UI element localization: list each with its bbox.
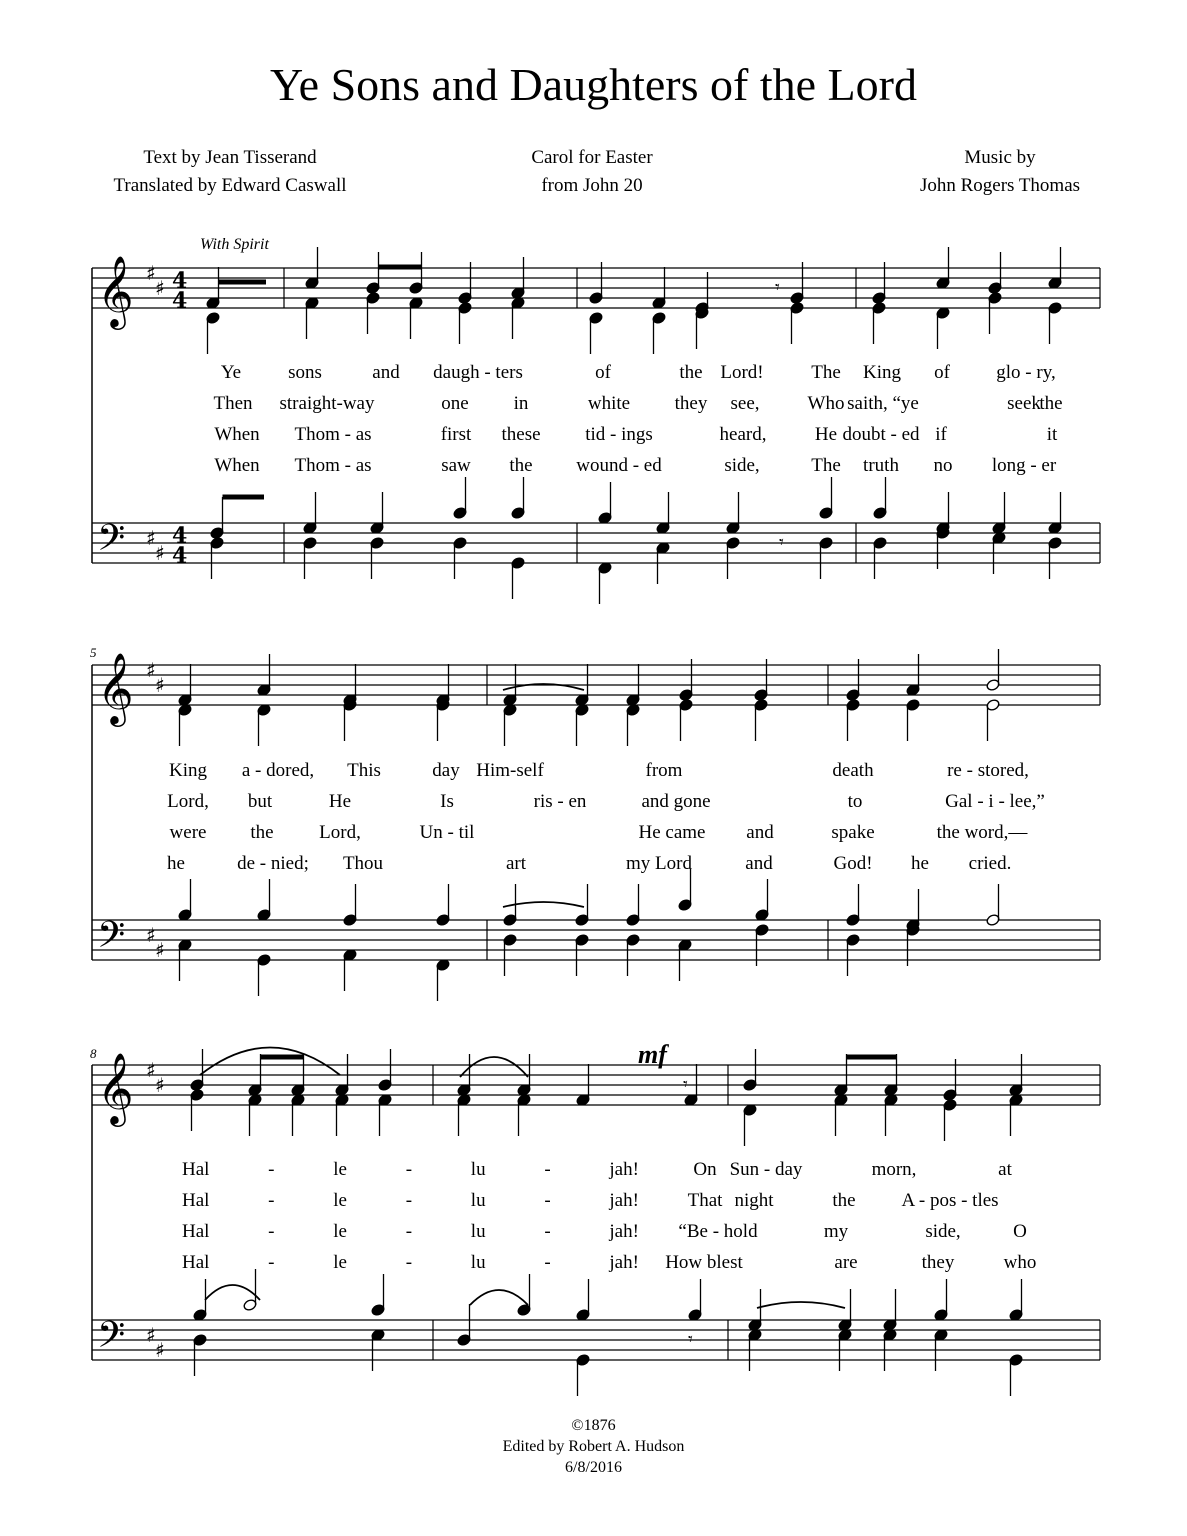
lyric-syllable: of (934, 362, 950, 383)
time-signature-denominator: 4 (172, 288, 188, 314)
lyric-syllable: the (250, 822, 274, 843)
lyric-syllable: Lord, (319, 822, 361, 843)
verse-4-row (0, 853, 1187, 884)
sharp-icon: ♯ (146, 658, 156, 682)
lyrics-system-2 (0, 760, 1187, 884)
bass-clef-icon: 𝄢 (97, 517, 126, 568)
lyric-syllable: On (693, 1159, 717, 1180)
lyric-syllable: This (347, 760, 381, 781)
verse-2-row (0, 791, 1187, 822)
sharp-icon: ♯ (146, 1058, 156, 1082)
footer (0, 1415, 1187, 1478)
lyric-syllable: if (935, 424, 947, 445)
lyric-syllable: the (679, 362, 703, 383)
music-label: Music by (964, 147, 1036, 168)
lyric-syllable: The (811, 362, 841, 383)
eighth-rest-icon: 𝄾 (683, 1074, 688, 1095)
tempo-marking: With Spirit (200, 236, 269, 253)
composer: John Rogers Thomas (919, 175, 1081, 196)
lyric-syllable: Him-self (476, 760, 544, 781)
lyric-syllable: When (214, 455, 260, 476)
lyric-syllable: The (811, 455, 841, 476)
lyric-syllable: a - dored, (241, 760, 315, 781)
lyric-syllable: of (595, 362, 611, 383)
lyric-syllable: long - er (991, 455, 1057, 476)
lyric-syllable: Gal - i - lee,” (945, 791, 1045, 812)
verse-2-row (0, 1190, 1187, 1221)
lyric-syllable: to (847, 791, 863, 812)
lyric-syllable: day (432, 760, 460, 781)
lyric-syllable: King (863, 362, 901, 383)
lyric-syllable: Who (807, 393, 845, 414)
time-signature-numerator: 4 (172, 268, 188, 294)
lyric-syllable: saith, “ye (847, 393, 919, 414)
lyric-syllable: Hal - le - lu - jah! (182, 1221, 639, 1242)
slur (470, 1290, 528, 1305)
translator: Translated by Edward Caswall (113, 175, 347, 196)
lyric-syllable: spake (831, 822, 875, 843)
lyric-syllable: Lord, (167, 791, 209, 812)
lyric-syllable: but (247, 791, 273, 812)
lyric-syllable: “Be - hold (678, 1221, 758, 1242)
page-title: Ye Sons and Daughters of the Lord (270, 59, 917, 110)
sharp-icon: ♯ (155, 1338, 165, 1362)
lyric-syllable: and gone (641, 791, 711, 812)
text-author: Text by Jean Tisserand (143, 147, 317, 168)
lyric-syllable: it (1046, 424, 1058, 445)
lyric-syllable: are (834, 1252, 858, 1273)
lyric-syllable: heard, (719, 424, 767, 445)
sharp-icon: ♯ (146, 1323, 156, 1347)
treble-clef-icon: 𝄞 (97, 1051, 134, 1124)
sharp-icon: ♯ (146, 923, 156, 947)
lyric-syllable: side, (724, 455, 760, 476)
lyric-syllable: saw (441, 455, 471, 476)
lyric-syllable: He (328, 791, 352, 812)
bass-clef-icon: 𝄢 (97, 1314, 126, 1365)
treble-clef-icon: 𝄞 (97, 651, 134, 724)
lyric-syllable: daugh - ters (433, 362, 523, 383)
lyric-syllable: these (501, 424, 541, 445)
verse-3-row (0, 1221, 1187, 1252)
edit-date: 6/8/2016 (565, 1459, 622, 1476)
scripture-source: from John 20 (541, 175, 643, 196)
lyric-syllable: they (674, 393, 708, 414)
measure-number-8: 8 (90, 1046, 97, 1061)
lyric-syllable: ris - en (533, 791, 587, 812)
lyric-syllable: re - stored, (947, 760, 1029, 781)
lyric-syllable: death (832, 760, 874, 781)
sharp-icon: ♯ (155, 541, 165, 565)
lyric-syllable: from (645, 760, 683, 781)
lyric-syllable: Ye (220, 362, 242, 383)
lyric-syllable: and (746, 822, 774, 843)
verse-3-row (0, 822, 1187, 853)
verse-2-row (0, 393, 1187, 424)
lyric-syllable: straight-way (279, 393, 375, 414)
bass-clef-icon: 𝄢 (97, 914, 126, 965)
lyric-syllable: That (687, 1190, 723, 1211)
dynamic-marking: mf (638, 1040, 667, 1069)
lyric-syllable: tid - ings (585, 424, 653, 445)
tie (757, 1302, 845, 1308)
lyric-syllable: he (167, 853, 185, 874)
eighth-rest-icon: 𝄾 (775, 277, 780, 298)
lyric-syllable: night (734, 1190, 774, 1211)
sharp-icon: ♯ (146, 526, 156, 550)
lyric-syllable: side, (925, 1221, 961, 1242)
lyric-syllable: Lord! (720, 362, 764, 383)
lyric-syllable: art (505, 853, 527, 874)
editor: Edited by Robert A. Hudson (502, 1438, 685, 1455)
lyric-syllable: O (1013, 1221, 1027, 1242)
time-signature-denominator: 4 (172, 543, 188, 569)
lyric-syllable: Thom - as (294, 424, 372, 445)
lyric-syllable: truth (863, 455, 899, 476)
lyric-syllable: Thom - as (294, 455, 372, 476)
lyric-syllable: the (1039, 393, 1063, 414)
measure-number-5: 5 (90, 645, 97, 660)
lyric-syllable: wound - ed (576, 455, 662, 476)
slur (205, 1285, 260, 1300)
lyric-syllable: Is (440, 791, 454, 812)
lyric-syllable: see, (730, 393, 760, 414)
lyric-syllable: He came (638, 822, 706, 843)
eighth-rest-icon: 𝄾 (779, 532, 784, 553)
lyric-syllable: Thou (342, 853, 384, 874)
lyric-syllable: the (832, 1190, 856, 1211)
sharp-icon: ♯ (155, 938, 165, 962)
lyric-syllable: Un - til (419, 822, 475, 843)
sharp-icon: ♯ (155, 1073, 165, 1097)
lyric-syllable: he (911, 853, 929, 874)
lyrics-system-1 (0, 362, 1187, 486)
sharp-icon: ♯ (155, 276, 165, 300)
verse-1-row (0, 362, 1187, 393)
verse-4-row (0, 455, 1187, 486)
lyric-syllable: de - nied; (237, 853, 309, 874)
lyrics-system-3 (0, 1159, 1187, 1283)
verse-4-row (0, 1252, 1187, 1283)
lyric-syllable: Hal - le - lu - jah! (182, 1190, 639, 1211)
lyric-syllable: my Lord (626, 853, 692, 874)
lyric-syllable: sons (288, 362, 322, 383)
lyric-syllable: Hal - le - lu - jah! (182, 1159, 639, 1180)
lyric-syllable: first (440, 424, 472, 445)
verse-1-row (0, 760, 1187, 791)
lyric-syllable: How blest (665, 1252, 743, 1273)
lyric-syllable: When (214, 424, 260, 445)
lyric-syllable: A - pos - tles (901, 1190, 999, 1211)
slur (460, 1057, 528, 1077)
lyric-syllable: they (921, 1252, 955, 1273)
lyric-syllable: Then (213, 393, 253, 414)
sharp-icon: ♯ (155, 673, 165, 697)
copyright: ©1876 (571, 1417, 616, 1434)
lyric-syllable: the (509, 455, 533, 476)
lyric-syllable: the word,— (936, 822, 1028, 843)
lyric-syllable: were (169, 822, 207, 843)
lyric-syllable: morn, (871, 1159, 917, 1180)
lyric-syllable: one (441, 393, 469, 414)
lyric-syllable: no (933, 455, 953, 476)
time-signature-numerator: 4 (172, 523, 188, 549)
sharp-icon: ♯ (146, 261, 156, 285)
slur (200, 1048, 340, 1076)
lyric-syllable: my (823, 1221, 849, 1242)
lyric-syllable: in (513, 393, 529, 414)
treble-clef-icon: 𝄞 (97, 254, 134, 327)
occasion: Carol for Easter (531, 147, 653, 168)
lyric-syllable: and (372, 362, 400, 383)
lyric-syllable: glo - ry, (996, 362, 1056, 383)
lyric-syllable: at (998, 1159, 1012, 1180)
lyric-syllable: who (1003, 1252, 1037, 1273)
lyric-syllable: cried. (968, 853, 1012, 874)
lyric-syllable: Hal - le - lu - jah! (182, 1252, 639, 1273)
lyric-syllable: He (814, 424, 838, 445)
lyric-syllable: doubt - ed (842, 424, 920, 445)
lyric-syllable: and (745, 853, 773, 874)
verse-3-row (0, 424, 1187, 455)
lyric-syllable: God! (833, 853, 873, 874)
eighth-rest-icon: 𝄾 (688, 1329, 693, 1350)
verse-1-row (0, 1159, 1187, 1190)
lyric-syllable: seek (1007, 393, 1041, 414)
lyric-syllable: King (169, 760, 207, 781)
lyric-syllable: white (587, 393, 631, 414)
lyric-syllable: Sun - day (729, 1159, 803, 1180)
